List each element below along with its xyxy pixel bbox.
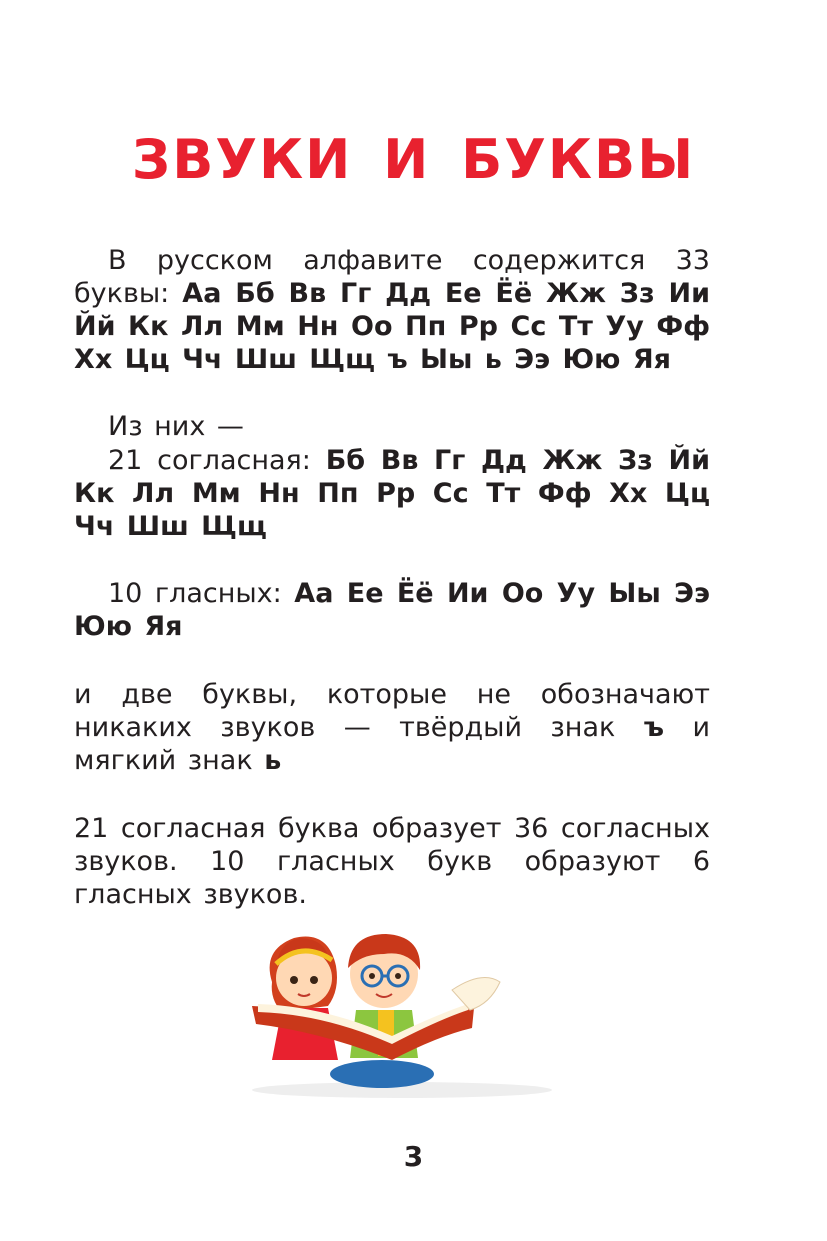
sounds-text: 21 согласная буква образует 36 согласных звуков. 10 гласных букв образуют 6 гласных звуков. — [74, 813, 710, 910]
consonants-letters: Бб Вв Гг Дд Жж Зз Йй Кк Лл Мм Нн Пп Рр Сс Тт Фф Хх Цц Чч Шш Щщ — [74, 445, 710, 542]
alphabet-letters: Аа Бб Вв Гг Дд Ее Ёё Жж Зз Ии Йй Кк Лл Мм Нн Оо Пп Рр Сс Тт Уу Фф Хх Цц Чч Шш Щщ ъ Ыы ь Ээ Юю Яя — [74, 278, 710, 375]
boy-figure — [330, 934, 434, 1088]
vowels-letters: Аа Ее Ёё Ии Оо Уу Ыы Ээ Юю Яя — [74, 578, 710, 642]
children-reading-illustration — [232, 920, 572, 1100]
page-title: ЗВУКИ И БУКВЫ — [131, 128, 696, 191]
alphabet-paragraph — [74, 244, 710, 376]
girl-figure — [270, 937, 338, 1060]
of-them-line — [74, 410, 710, 443]
page-number: 3 — [403, 1140, 424, 1173]
vowels-paragraph — [74, 577, 710, 643]
signs-text-2: и мягкий знак — [74, 712, 710, 776]
of-them-text: Из них — — [108, 411, 244, 442]
consonants-paragraph — [74, 444, 710, 543]
signs-text-1: и две буквы, которые не обозначают никаких звуков — твёрдый знак — [74, 679, 710, 743]
sounds-paragraph — [74, 812, 710, 911]
signs-paragraph — [74, 678, 710, 777]
soft-sign: ь — [264, 745, 282, 776]
alphabet-intro: В русском алфавите содержится 33 буквы: — [74, 245, 710, 309]
vowels-intro: 10 гласных: — [108, 578, 282, 609]
hard-sign: ъ — [643, 712, 665, 743]
consonants-intro: 21 согласная: — [108, 445, 311, 476]
